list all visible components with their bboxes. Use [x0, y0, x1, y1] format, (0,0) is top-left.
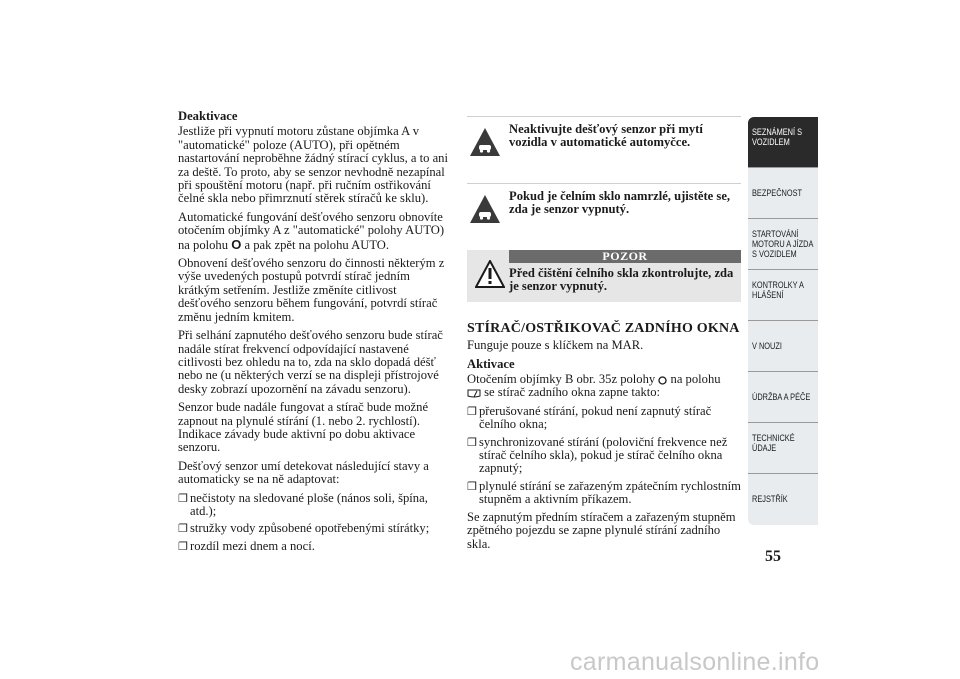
paragraph: Otočením objímky B obr. 35z polohy na polohu se stírač zadního okna zapne takto:	[467, 372, 721, 400]
tab-seznameni-s-vozidlem[interactable]: SEZNÁMENÍ S VOZIDLEM	[748, 117, 818, 168]
note-callout	[467, 116, 741, 175]
section-title: STÍRAČ/OSTŘIKOVAČ ZADNÍHO OKNA	[467, 320, 740, 336]
warning-icon	[475, 260, 505, 288]
list-item: ❐ přerušované stírání, pokud není zapnutý stírač čelního okna;	[467, 403, 712, 432]
tab-v-nouzi[interactable]: V NOUZI	[748, 321, 818, 372]
watermark: carmanualsonline.info	[570, 648, 820, 676]
paragraph: Funguje pouze s klíčkem na MAR.	[467, 338, 644, 353]
page-number: 55	[765, 548, 781, 565]
list-item: ❐ rozdíl mezi dnem a nocí.	[178, 538, 315, 553]
paragraph: Obnovení dešťového senzoru do činnosti některým z výše uvedených postupů potvrdí stírač jedním krátkým setřením. Jestliže změníte citlivost dešťového senzoru během fungování, potvrdí stírač změnu jedním kmitem.	[178, 256, 445, 324]
tab-udrzba-a-pece[interactable]: ÚDRŽBA A PÉČE	[748, 372, 818, 423]
warning-car-icon	[469, 194, 501, 224]
tab-kontrolky-a-hlaseni[interactable]: KONTROLKY A HLÁŠENÍ	[748, 270, 818, 321]
list-item: ❐ nečistoty na sledované ploše (nános soli, špína, atd.);	[178, 490, 428, 518]
checkbox-bullet-icon: ❐	[178, 540, 188, 553]
list-item: ❐ stružky vody způsobené opotřebenými stírátky;	[178, 521, 430, 536]
heading-aktivace: Aktivace	[467, 356, 515, 371]
tab-startovani-motoru[interactable]: STARTOVÁNÍ MOTORU A JÍZDA S VOZIDLEM	[748, 219, 818, 270]
paragraph: Při selhání zapnutého dešťového senzoru bude stírač nadále stírat frekvencí odpovídající nastavené citlivosti bez ohledu na to, zda na sklo dopadá déšť nebo ne (u některých verzí se na displeji přístrojové desky zobrazí upozornění na závadu senzoru).	[178, 328, 443, 396]
heading-deaktivace: Deaktivace	[178, 109, 238, 123]
warning-text: Před čištění čelního skla zkontrolujte, zda je senzor vypnutý.	[509, 266, 734, 294]
checkbox-bullet-icon: ❐	[467, 436, 477, 449]
checkbox-bullet-icon: ❐	[178, 523, 188, 536]
warning-box	[467, 250, 741, 302]
note-callout	[467, 183, 741, 242]
left-column	[178, 110, 452, 557]
paragraph: Dešťový senzor umí detekovat následující stavy a automaticky se na ně adaptovat:	[178, 458, 429, 487]
right-column	[467, 116, 741, 556]
checkbox-bullet-icon: ❐	[467, 480, 477, 493]
note-text: Pokud je čelním sklo namrzlé, ujistěte se, zda je senzor vypnutý.	[509, 189, 731, 217]
paragraph: Senzor bude nadále fungovat a stírač bude možné zapnout na plynulé stírání (1. nebo 2. rychlostí). Indikace závady bude aktivní po dobu aktivace senzoru.	[178, 400, 429, 455]
note-text: Neaktivujte dešťový senzor při mytí vozidla v automatické automyčce.	[509, 122, 703, 150]
rear-wiper-icon	[467, 388, 481, 399]
warning-title: POZOR	[509, 250, 741, 263]
checkbox-bullet-icon: ❐	[467, 405, 477, 418]
paragraph: Automatické fungování dešťového senzoru obnovíte otočením objímky A z "automatické" polohy AUTO) na polohu O a pak zpět na polohu AUTO.	[178, 209, 445, 252]
list-item: ❐ synchronizované stírání (poloviční frekvence než stírač čelního skla), pokud je stírač čelního okna zapnutý;	[467, 434, 728, 476]
tab-rejstrik[interactable]: REJSTŘÍK	[748, 474, 818, 525]
list-item: ❐ plynulé stírání se zařazeným zpátečním rychlostním stupněm a aktivním příkazem.	[467, 478, 741, 507]
paragraph: Se zapnutým předním stíračem a zařazeným stupněm zpětného pojezdu se zapne plynulé stírání zadního skla.	[467, 509, 736, 551]
tab-bezpecnost[interactable]: BEZPEČNOST	[748, 168, 818, 219]
paragraph: Jestliže při vypnutí motoru zůstane objímka A v "automatické" poloze (AUTO), při opětném nastartování neproběhne žádný stírací cyklus, a to ani za deště. To proto, aby se senzor nevhodně nezapínal při spouštění motoru (např. při ručním ostřikování čelné skla nebo přimrznutí stěrek stíračů ke sklu).	[178, 124, 448, 206]
tab-technicke-udaje[interactable]: TECHNICKÉ ÚDAJE	[748, 423, 818, 474]
off-circle-icon	[658, 376, 667, 385]
checkbox-bullet-icon: ❐	[178, 492, 188, 505]
chapter-sidebar	[748, 117, 818, 525]
warning-car-icon	[469, 127, 501, 157]
off-position-symbol: O	[231, 236, 242, 252]
